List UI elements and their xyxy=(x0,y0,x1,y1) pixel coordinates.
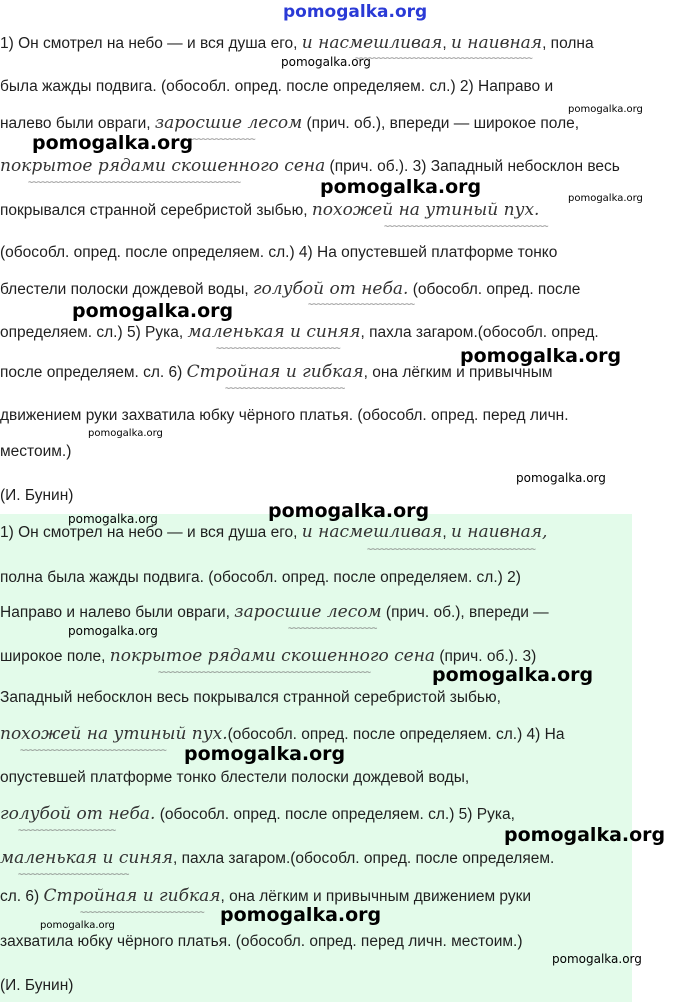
wavy-underline: ~~~~~~~~~~~~~~~~~~~~~~ xyxy=(18,828,116,834)
watermark: pomogalka.org xyxy=(281,55,371,69)
watermark: pomogalka.org xyxy=(460,345,622,367)
watermark: pomogalka.org xyxy=(432,664,594,686)
watermark: pomogalka.org xyxy=(88,428,163,439)
watermark: pomogalka.org xyxy=(552,952,642,966)
watermark: pomogalka.org xyxy=(68,624,158,638)
text-line: сл. 6) Стройная и гибкая, она лёгким и привычным движением руки xyxy=(0,886,532,906)
text-line: 1) Он смотрел на небо — и вся душа его, и насмешливая, и наивная, xyxy=(0,522,548,542)
wavy-underline: ~~~~~~~~~~~~~~~~~~~~~~~~~~~~~~~~~~~~~~~~~~~~~~~~ xyxy=(158,670,371,676)
wavy-underline: ~~~~~~~~~~~~~~~~~~~~ xyxy=(288,626,377,632)
wavy-underline: ~~~~~~~~~~~~~~~~~~~~~~~~ xyxy=(308,302,415,308)
text-line: после определяем. сл. 6) Стройная и гибкая, она лёгким и привычным xyxy=(0,362,553,382)
watermark: pomogalka.org xyxy=(268,500,430,522)
watermark: pomogalka.org xyxy=(40,920,115,931)
wavy-underline: ~~~~~~~~~~~~~~~~~~~~~~~~~~~ xyxy=(225,386,345,392)
text-line: Западный небосклон весь покрывался странной серебристой зыбью, xyxy=(0,689,501,706)
text-line: 1) Он смотрел на небо — и вся душа его, и насмешливая, и наивная, полна xyxy=(0,33,594,53)
text-line: маленькая и синяя, пахла загаром.(обособл. опред. после определяем. xyxy=(0,848,555,868)
text-line: покрытое рядами скошенного сена (прич. об.). 3) Западный небосклон весь xyxy=(0,156,620,176)
text-line: (обособл. опред. после определяем. сл.) 4) На опустевшей платформе тонко xyxy=(0,244,558,261)
wavy-underline: ~~~~~~~~~~~~~~~~~~~~~~~~~~~~~~~~~~~~~~~~~~~~~~~~ xyxy=(28,180,241,186)
wavy-underline: ~~~~~~~~~~~~~~~~~~~~~~~~~ xyxy=(18,872,129,878)
watermark: pomogalka.org xyxy=(184,743,346,765)
text-line: полна была жажды подвига. (обособл. опред. после определяем. сл.) 2) xyxy=(0,569,521,586)
wavy-underline: ~~~~~~~~~~~~~~~~~~~~~~~~~~~~~~~~~~~~~~ xyxy=(367,547,535,553)
text-line: налево были овраги, заросшие лесом (прич. об.), впереди — широкое поле, xyxy=(0,113,580,133)
author-credit: (И. Бунин) xyxy=(0,977,74,994)
text-line: опустевшей платформе тонко блестели полоски дождевой воды, xyxy=(0,769,470,786)
wavy-underline: ~~~~~~~~~~~~~~~~~~~~~~~~~~~~~~~~~~~~~~~~ xyxy=(355,56,532,62)
text-line: покрывался странной серебристой зыбью, похожей на утиный пух. xyxy=(0,200,540,220)
watermark: pomogalka.org xyxy=(32,132,194,154)
text-line: Направо и налево были овраги, заросшие лесом (прич. об.), впереди — xyxy=(0,602,549,622)
watermark: pomogalka.org xyxy=(568,104,643,115)
watermark: pomogalka.org xyxy=(220,904,382,926)
watermark: pomogalka.org xyxy=(568,193,643,204)
text-line: широкое поле, покрытое рядами скошенного сена (прич. об.). 3) xyxy=(0,646,537,666)
text-line: была жажды подвига. (обособл. опред. после определяем. сл.) 2) Направо и xyxy=(0,78,554,95)
wavy-underline: ~~~~~~~~~~~~~~~~~~~~~~~~~~~~~~~~~~~~~ xyxy=(384,224,548,230)
text-line: голубой от неба. (обособл. опред. после определяем. сл.) 5) Рука, xyxy=(0,804,515,824)
wavy-underline: ~~~~~~~~~~~~~~~~ xyxy=(184,137,255,143)
wavy-underline: ~~~~~~~~~~~~~~~~~~~~~~~~~~~~~~~~~ xyxy=(20,748,166,754)
text-line: похожей на утиный пух.(обособл. опред. после определяем. сл.) 4) На xyxy=(0,724,565,744)
author-credit: (И. Бунин) xyxy=(0,487,74,504)
watermark: pomogalka.org xyxy=(72,300,234,322)
wavy-underline: ~~~~~~~~~~~~~~~~~~~~~~~~~~~~ xyxy=(80,910,204,916)
watermark: pomogalka.org xyxy=(516,471,606,485)
text-line: захватила юбку чёрного платья. (обособл. опред. перед личн. местоим.) xyxy=(0,933,523,950)
watermark-top: pomogalka.org xyxy=(283,2,428,22)
watermark: pomogalka.org xyxy=(68,512,158,526)
text-line: местоим.) xyxy=(0,443,72,460)
watermark: pomogalka.org xyxy=(504,824,666,846)
text-line: движением руки захватила юбку чёрного платья. (обособл. опред. перед личн. xyxy=(0,407,569,424)
wavy-underline: ~~~~~~~~~~~~~~~~~~~~~~~~~~~~ xyxy=(216,346,340,352)
text-line: определяем. сл.) 5) Рука, маленькая и синяя, пахла загаром.(обособл. опред. xyxy=(0,322,599,342)
text-line: блестели полоски дождевой воды, голубой от неба. (обособл. опред. после xyxy=(0,279,581,299)
watermark: pomogalka.org xyxy=(320,176,482,198)
